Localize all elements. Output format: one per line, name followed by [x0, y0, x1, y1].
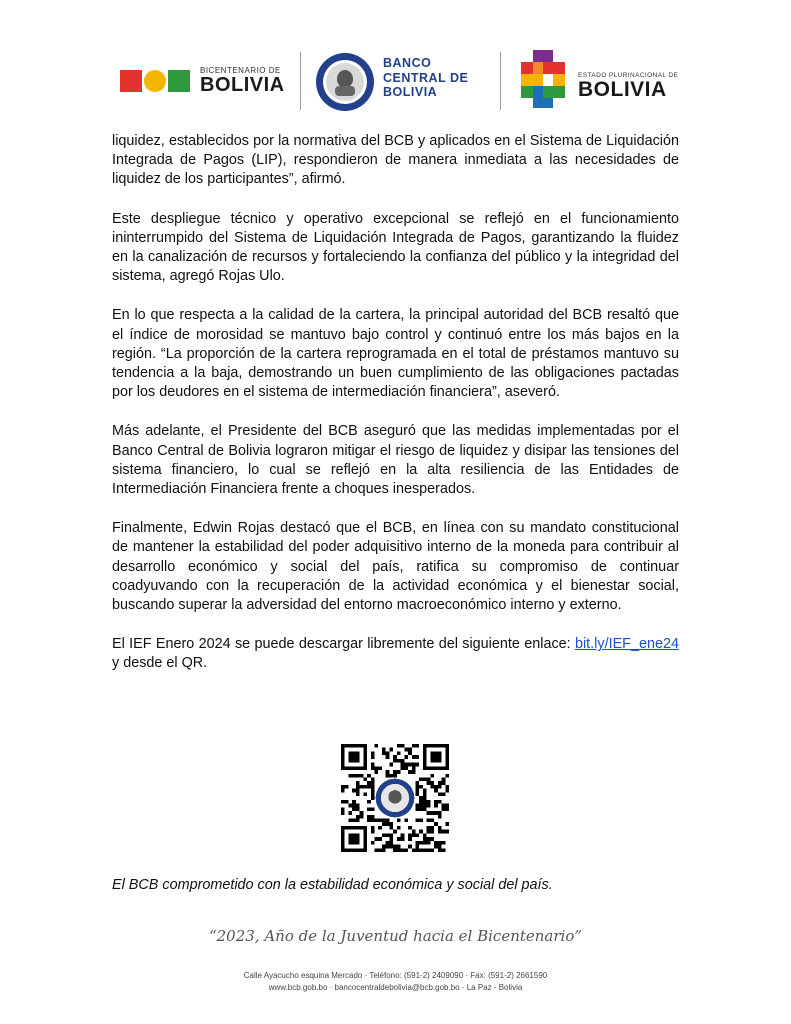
wiphala-emblem-icon: [515, 50, 571, 108]
download-after: y desde el QR.: [112, 655, 208, 672]
estado-small: ESTADO PLURINACIONAL DE: [578, 72, 679, 79]
paragraph: liquidez, establecidos por la normativa del BCB y aplicados en el Sistema de Liquidación Integrada de Pagos (LIP), respondieron de manera inmediata a las necesidades de liquidez de los participantes”, afirmó.: [112, 133, 679, 188]
header-divider: [500, 52, 501, 110]
estado-plurinacional-logo: [515, 50, 685, 112]
qr-code[interactable]: [341, 744, 449, 852]
download-link[interactable]: bit.ly/IEF_ene24: [574, 636, 679, 653]
bcb-logo: [315, 52, 490, 112]
paragraph: Este despliegue técnico y operativo excepcional se reflejó en el funcionamiento ininterrumpido del Sistema de Liquidación Integrada de Pagos, garantizando la fluidez en la canalización de recursos y fortaleciendo la confianza del público y la integridad del sistema, agregó Rojas Ulo.: [112, 210, 679, 285]
download-paragraph: [112, 635, 679, 673]
bcb-name-line2: CENTRAL DE: [383, 70, 469, 85]
bicentenario-logo: [120, 68, 288, 98]
paragraph: En lo que respecta a la calidad de la cartera, la principal autoridad del BCB resaltó que el índice de morosidad se mantuvo bajo control y continuó entre los más bajos en la región. “La proporción de la cartera reprogramada en el total de préstamos mantuvo su tendencia a la baja, demostrando un buen cumplimiento de las obligaciones pactadas por los deudores en el sistema de intermediación financiera”, aseveró.: [112, 307, 679, 401]
bcb-seal-icon: [315, 52, 375, 112]
bcb-name-line3: BOLIVIA: [383, 85, 438, 99]
bcb-name-line1: BANCO: [383, 56, 432, 70]
header-divider: [300, 52, 301, 110]
paragraph: Finalmente, Edwin Rojas destacó que el BCB, en línea con su mandato constitucional de mantener la estabilidad del poder adquisitivo interno de la moneda para contribuir al desarrollo económico y social del país, ratifica su compromiso de continuar coadyuvando con la recuperación de la actividad económica y el bienestar social, buscando superar la adversidad del entorno macroeconómico interno y externo.: [112, 520, 679, 614]
closing-statement: El BCB comprometido con la estabilidad económica y social del país.: [112, 877, 553, 893]
estado-big: BOLIVIA: [578, 78, 667, 101]
year-motto: “2023, Año de la Juventud hacia el Bicentenario”: [208, 927, 583, 945]
press-release-body: [112, 132, 679, 694]
download-text: El IEF Enero 2024 se puede descargar libremente del siguiente enlace:: [112, 636, 571, 653]
bicentenario-small: BICENTENARIO DE: [200, 66, 281, 75]
paragraph: Más adelante, el Presidente del BCB aseguró que las medidas implementadas por el Banco Central de Bolivia lograron mitigar el riesgo de liquidez y disipar las tensiones del sistema financiero, lo cual se reflejó en la alta resiliencia de las Entidades de Intermediación Financiera frente a choques inesperados.: [112, 423, 679, 498]
bicentenario-big: BOLIVIA: [200, 74, 285, 96]
footer-address: Calle Ayacucho esquina Mercado · Teléfono: (591-2) 2409090 · Fax: (591-2) 2661590: [243, 971, 548, 980]
letterhead: [110, 44, 690, 114]
footer-web: www.bcb.gob.bo · bancocentraldebolivia@bcb.gob.bo · La Paz - Bolivia: [268, 983, 523, 992]
footer-contact: [0, 970, 791, 994]
